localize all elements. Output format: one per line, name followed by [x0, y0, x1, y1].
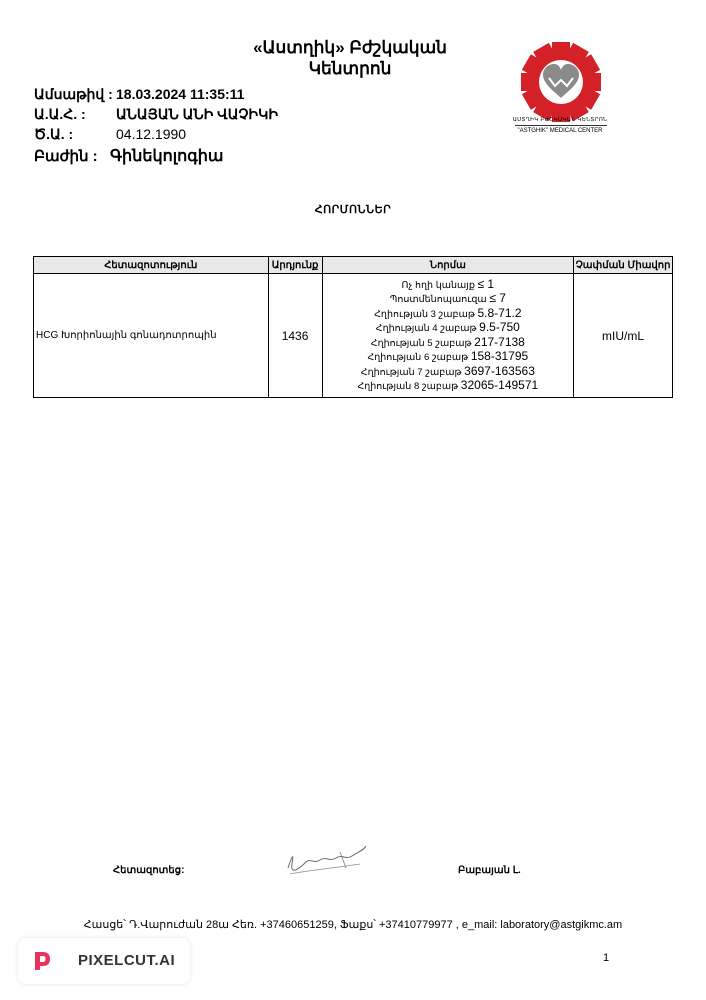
norm-line: Պոստմենոպաուզա ≤ 7 — [389, 291, 506, 305]
header-test: Հետազոտություն — [34, 257, 269, 274]
department-value: Գինեկոլոգիա — [110, 148, 224, 165]
unit-cell: mIU/mL — [574, 274, 673, 398]
table-row — [34, 274, 673, 398]
result-cell: 1436 — [268, 274, 322, 398]
signature-icon — [280, 838, 375, 883]
norm-line: Հղիության 8 շաբաթ 32065-149571 — [357, 378, 539, 392]
logo-text-armenian: ԱՍՏՂԻԿ ԲԺՇԿԱԿԱՆ ԿԵՆՏՐՈՆ — [512, 117, 608, 123]
pixelcut-watermark — [18, 938, 190, 984]
norm-line: Հղիության 7 շաբաթ 3697-163563 — [360, 363, 535, 378]
name-value: ԱՆԱՅԱՆ ԱՆԻ ՎԱՉԻԿԻ — [116, 106, 279, 122]
norm-cell — [322, 274, 574, 398]
page-number: 1 — [603, 952, 610, 964]
dob-value: 04.12.1990 — [116, 126, 187, 142]
doctor-name: Բաբայան Լ. — [458, 865, 521, 876]
watermark-text: PIXELCUT.AI — [78, 952, 176, 969]
logo-divider — [515, 125, 607, 126]
header-unit: Չափման Միավոր — [574, 257, 673, 274]
dob-label: Ծ.Ա. : — [34, 126, 74, 142]
norm-line: Հղիության 4 շաբաթ 9.5-750 — [375, 320, 520, 334]
table-header-row — [34, 257, 673, 274]
date-value: 18.03.2024 11:35:11 — [116, 86, 245, 102]
pixelcut-logo-icon — [32, 950, 52, 972]
logo-text-english: "ASTGHIK" MEDICAL CENTER — [517, 128, 603, 134]
norm-line: Հղիության 6 շաբաթ 158-31795 — [367, 349, 529, 363]
researcher-label: Հետազոտեց: — [113, 865, 185, 876]
footer-address: Հասցե՝ Դ.Վարուժան 28ա Հեռ. +37460651259, Ֆաքս՝ +37410779977 , e_mail: laboratory@astgikmc.am — [83, 919, 623, 931]
page-title: «Աստղիկ» Բժշկական — [253, 38, 447, 57]
section-title: ՀՈՐՄՈՆՆԵՐ — [314, 204, 392, 216]
page-subtitle: Կենտրոն — [308, 59, 392, 78]
norm-line: Հղիության 3 շաբաթ 5.8-71.2 — [374, 305, 522, 320]
department-label: Բաժին : — [34, 148, 98, 165]
test-name-cell: HCG Խորիոնային գոնադոտրոպին — [34, 274, 269, 398]
norm-line: Ոչ հղի կանայք ≤ 1 — [401, 276, 495, 291]
name-label: Ա.Ա.Հ. : — [34, 106, 86, 122]
header-result: Արդյունք — [268, 257, 322, 274]
header-norm: Նորմա — [322, 257, 574, 274]
norm-line: Հղիության 5 շաբաթ 217-7138 — [370, 334, 525, 349]
date-label: Ամսաթիվ : — [34, 86, 113, 102]
results-table — [33, 256, 673, 398]
